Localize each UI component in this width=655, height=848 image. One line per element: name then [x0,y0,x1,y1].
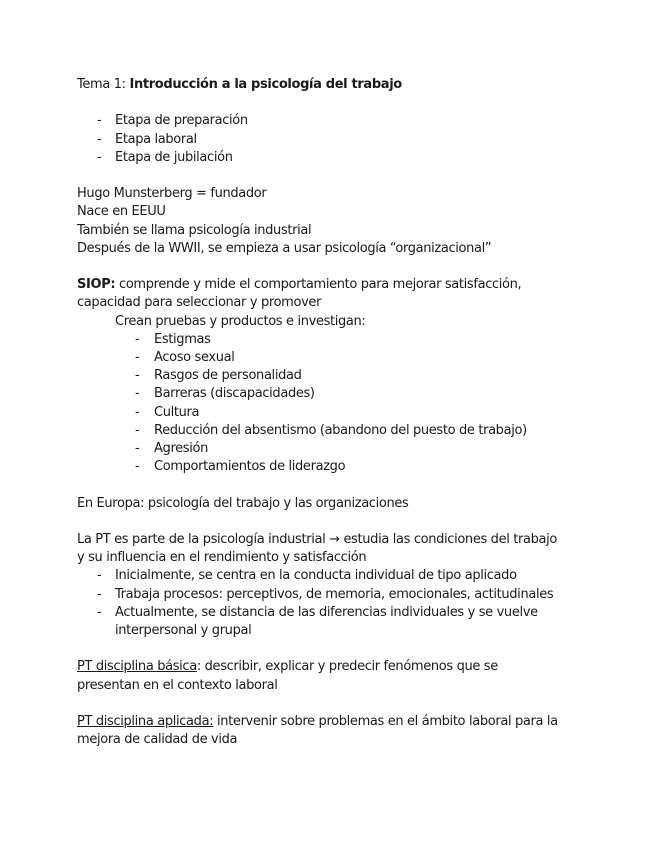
list-item [77,149,637,167]
list-item-text: Inicialmente, se centra en la conducta individual de tipo aplicado [115,568,517,584]
list-item [77,331,637,349]
list-item-text: Etapa de jubilación [115,149,233,165]
siop-line [77,276,637,294]
list-item-text: Estigmas [154,331,211,347]
list-item [77,604,637,622]
list-item [77,112,637,130]
list-dash: - [135,459,140,475]
list-dash: - [97,604,102,620]
europa-line: En Europa: psicología del trabajo y las organizaciones [77,495,409,511]
aplicada-line-2: mejora de calidad de vida [77,732,238,748]
list-item-text: Comportamientos de liderazgo [154,459,346,475]
basica-line-2: presentan en el contexto laboral [77,677,278,693]
aplicada-line [77,713,637,731]
list-dash: - [135,331,140,347]
list-dash: - [135,441,140,457]
list-dash: - [135,350,140,365]
list-item [77,567,637,585]
list-item-text: Actualmente, se distancia de las diferencias individuales y se vuelve [115,604,538,620]
list-item [77,349,637,367]
list-item-text: Cultura [154,404,200,420]
paragraph-line: Hugo Munsterberg = fundador [77,186,267,202]
paragraph-line: Después de la WWII, se empieza a usar psicología “organizacional” [77,240,492,256]
list-dash: - [135,386,140,402]
list-dash: - [135,422,140,438]
list-dash: - [97,113,102,129]
document-title [77,76,637,94]
pt-line-1: La PT es parte de la psicología industrial → estudia las condiciones del trabajo [77,532,558,547]
list-dash: - [97,586,102,602]
list-item-text: Agresión [154,441,208,457]
list-item [77,586,637,604]
list-dash: - [97,131,102,147]
list-item [77,385,637,403]
basica-text: : describir, explicar y predecir fenómenos que se [196,659,498,675]
siop-text: comprende y mide el comportamiento para mejorar satisfacción, [115,277,522,293]
list-dash: - [135,404,140,420]
list-item [77,367,637,385]
list-item-continuation [77,622,637,640]
paragraph-line: Nace en EEUU [77,204,166,220]
aplicada-text: intervenir sobre problemas en el ámbito laboral para la [213,714,558,729]
basica-line [77,658,637,676]
list-item [77,404,637,422]
pt-line-2: y su influencia en el rendimiento y satisfacción [77,550,367,566]
list-item-text: Barreras (discapacidades) [154,386,315,402]
siop-sub: Crean pruebas y productos e investigan: [115,313,366,329]
list-item-text: Etapa laboral [115,131,197,147]
list-item [77,458,637,476]
siop-line-2: capacidad para seleccionar y promover [77,295,322,311]
title-prefix: Tema 1: [77,77,130,92]
list-item-text: Trabaja procesos: perceptivos, de memoria, emocionales, actitudinales [115,586,554,602]
list-dash: - [97,149,102,165]
siop-label: SIOP: [77,277,116,293]
list-item-text: Etapa de preparación [115,113,248,129]
list-item-text: Rasgos de personalidad [154,368,302,384]
list-item-text: interpersonal y grupal [115,623,252,639]
title-bold: Introducción a la psicología del trabajo [129,77,402,92]
list-dash: - [97,568,102,584]
list-item-text: Acoso sexual [154,350,235,365]
basica-label: PT disciplina básica [77,659,197,675]
list-item [77,440,637,458]
document-page [77,76,637,749]
list-dash: - [135,368,140,384]
list-item-text: Reducción del absentismo (abandono del puesto de trabajo) [154,422,527,438]
aplicada-label: PT disciplina aplicada: [77,714,214,729]
paragraph-line: También se llama psicología industrial [77,222,312,238]
list-item [77,131,637,149]
list-item [77,422,637,440]
